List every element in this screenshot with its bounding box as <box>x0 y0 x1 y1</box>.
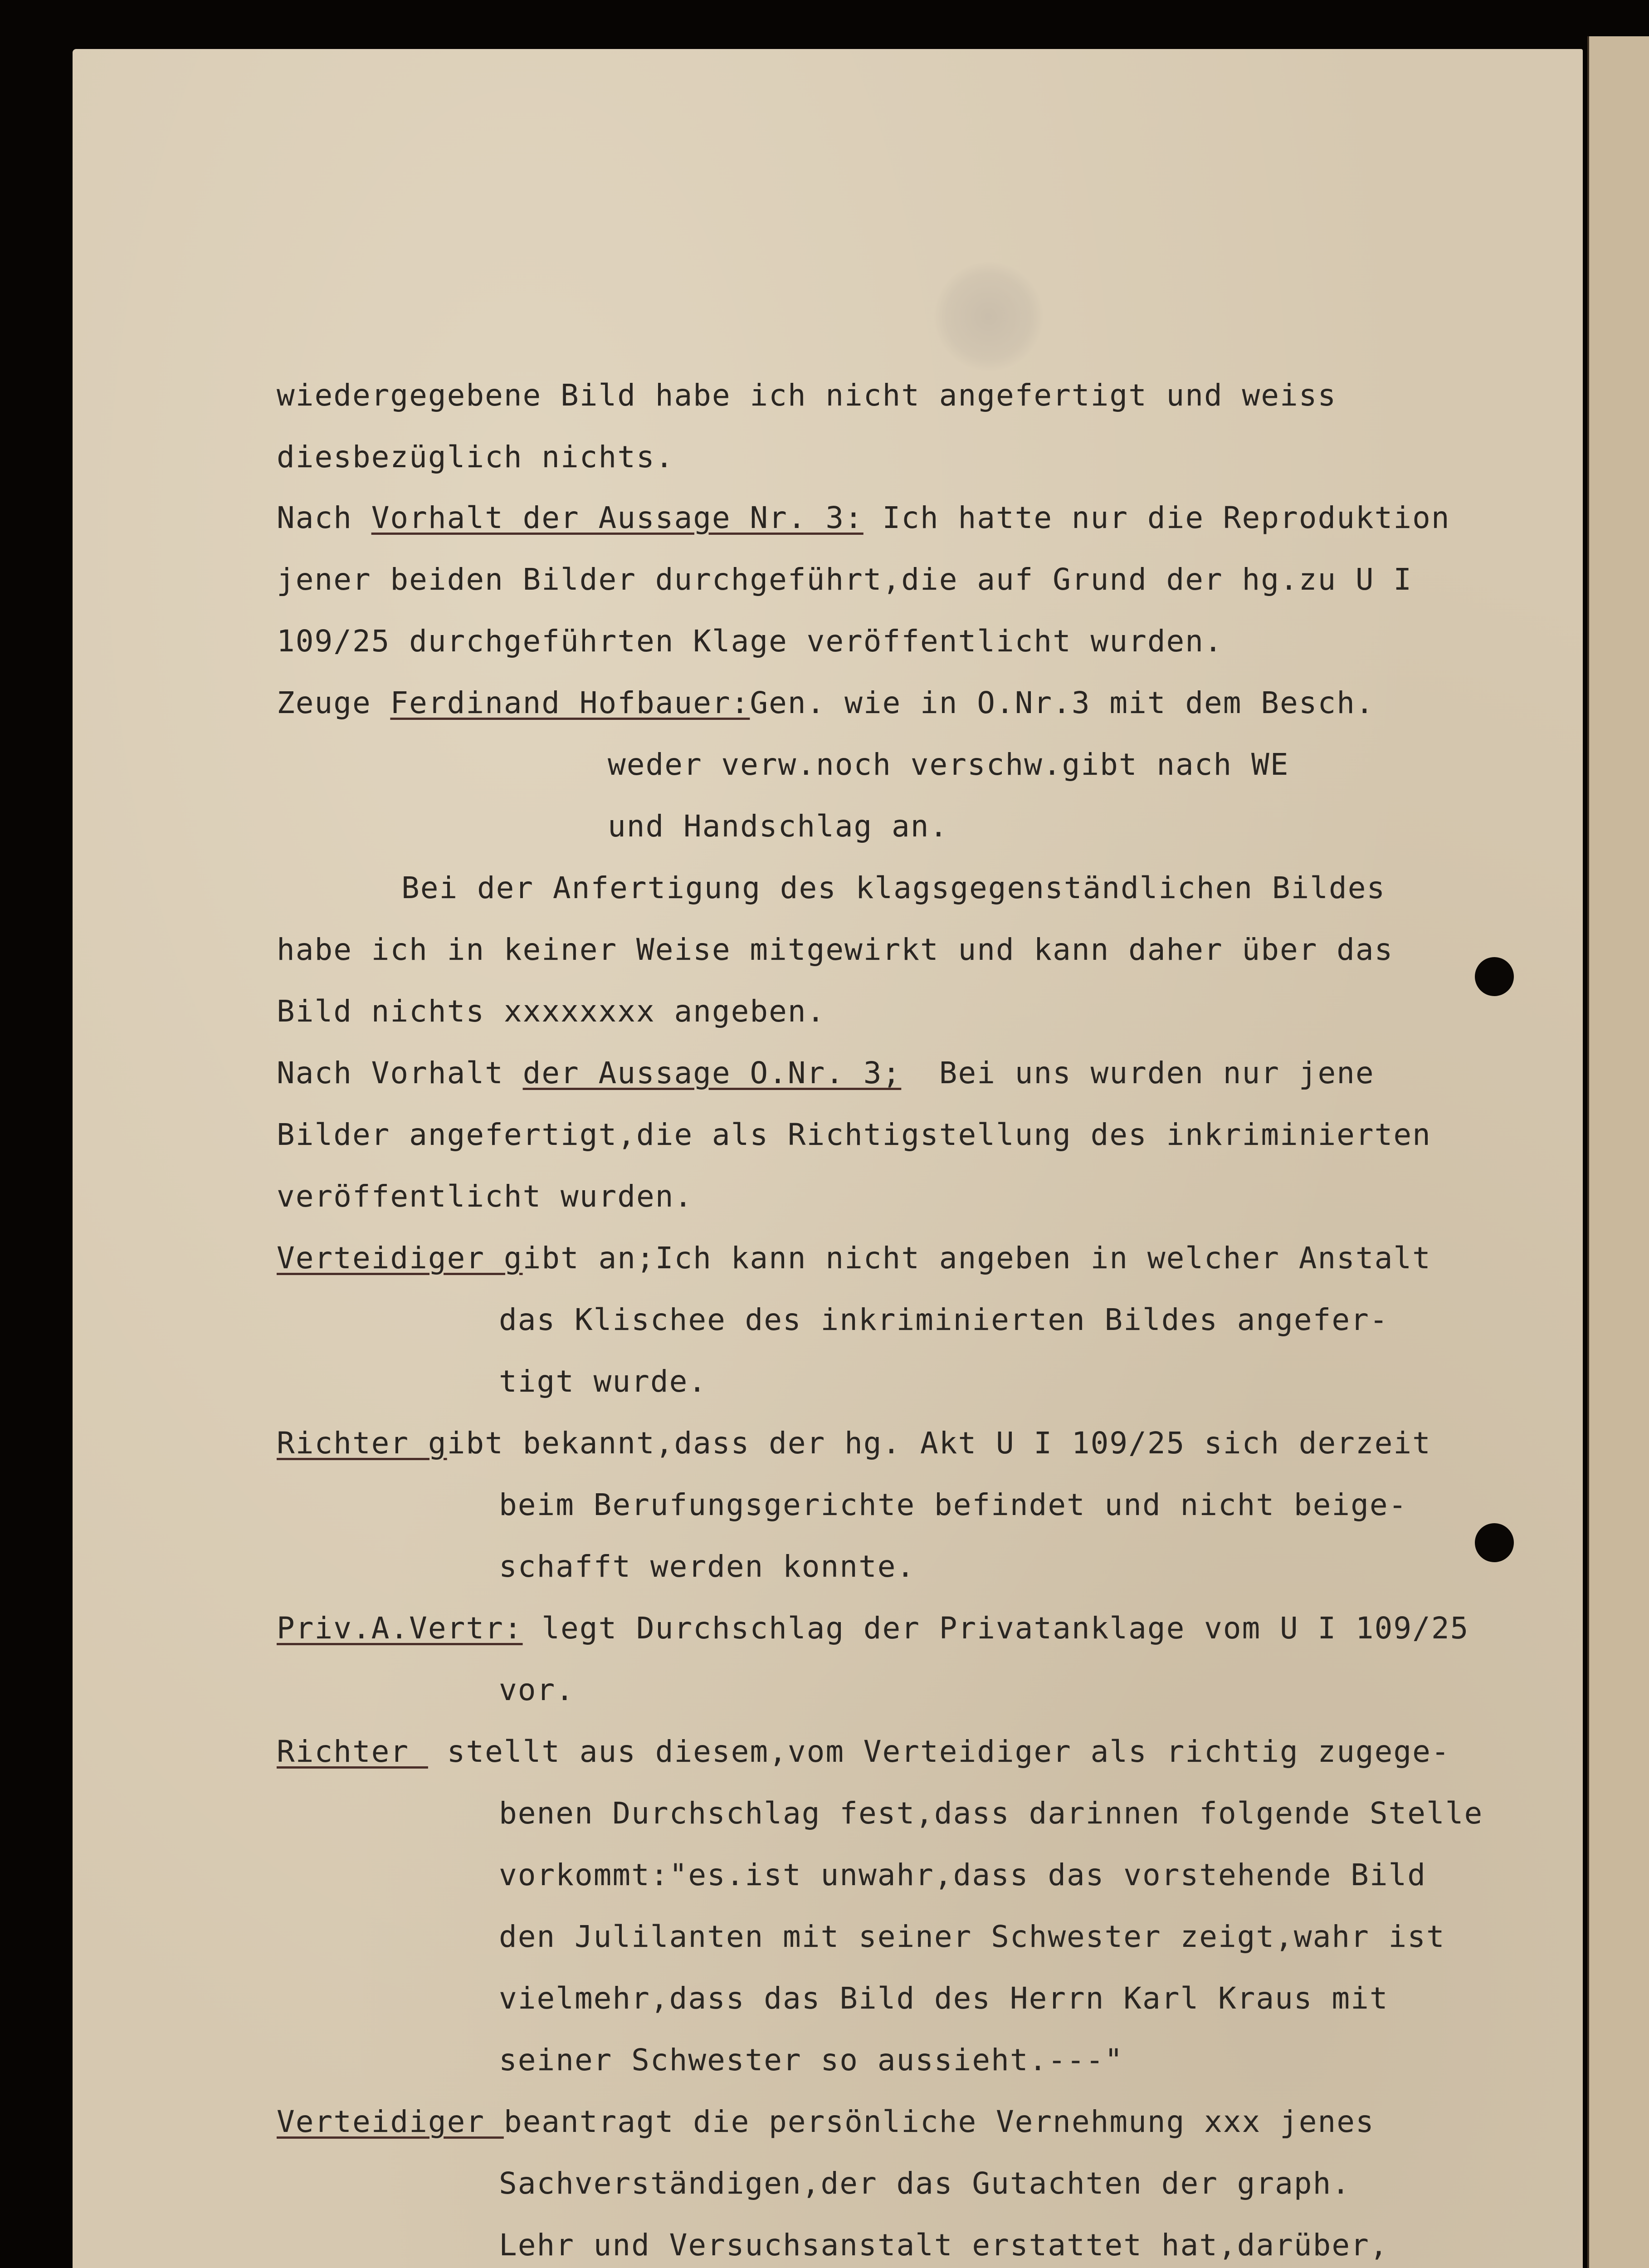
underlined-text: Vorhalt der Aussage Nr. 3: <box>371 500 864 535</box>
text-run: Lehr und Versuchsanstalt erstattet hat,darüber, <box>499 2228 1389 2263</box>
text-run: Ich hatte nur die Reproduktion <box>863 500 1450 535</box>
text-line <box>277 685 1375 721</box>
text-line <box>499 1919 1445 1955</box>
text-line <box>499 1549 915 1585</box>
underlined-text: Richter <box>277 1734 428 1769</box>
underlined-text: Verteidiger <box>277 2104 504 2139</box>
text-line <box>499 1857 1426 1893</box>
text-line <box>499 1302 1389 1338</box>
struck-out-text: xxxxxxxx <box>503 994 655 1029</box>
text-run: Gen. wie in O.Nr.3 mit dem Besch. <box>750 685 1375 720</box>
document-page <box>73 49 1583 2268</box>
text-line <box>277 1178 693 1215</box>
text-line <box>277 1610 1469 1647</box>
text-line <box>277 377 1337 414</box>
text-line <box>608 808 948 845</box>
text-run: diesbezüglich nichts. <box>277 440 674 474</box>
text-run: seiner Schwester so aussieht.---" <box>499 2043 1124 2077</box>
text-run: den Julilanten mit seiner Schwester zeigt,wahr ist <box>499 1919 1445 1954</box>
text-line <box>277 1055 1375 1091</box>
text-run: vorkommt:"es.ist unwahr,dass das vorstehende Bild <box>499 1857 1427 1892</box>
text-run: Nach <box>277 500 371 535</box>
text-run: benen Durchschlag fest,dass darinnen folgende Stelle <box>499 1796 1483 1831</box>
text-line <box>277 562 1412 598</box>
next-page-edge <box>1587 36 1649 2268</box>
text-run: vor. <box>499 1672 575 1707</box>
text-run: Bilder angefertigt,die als Richtigstellung des inkriminierten <box>277 1117 1431 1152</box>
text-run: veröffentlicht wurden. <box>277 1179 693 1214</box>
text-run: Nach Vorhalt <box>277 1056 523 1090</box>
text-line <box>277 439 674 475</box>
text-line <box>277 1734 1450 1770</box>
text-line <box>499 2165 1351 2202</box>
text-run: tigt wurde. <box>499 1364 707 1399</box>
text-line <box>277 2104 1375 2140</box>
text-run: Bei der Anfertigung des klagsgegenständlichen Bildes <box>401 870 1386 905</box>
text-run: weder verw.noch verschw.gibt nach WE <box>608 747 1289 782</box>
text-line <box>499 1487 1407 1523</box>
text-run: ibt bekannt,dass der hg. Akt U I 109/25 sich derzeit <box>447 1426 1431 1461</box>
underlined-text: Priv.A.Vertr: <box>277 1611 523 1646</box>
text-line <box>277 500 1450 536</box>
text-line <box>499 2042 1123 2078</box>
text-run: ibt an;Ich kann nicht angeben in welcher Anstalt <box>522 1241 1431 1276</box>
text-run: habe ich in keiner Weise mitgewirkt und kann daher über das <box>277 932 1394 967</box>
text-line <box>277 1425 1431 1461</box>
text-run: Bild nichts <box>277 994 504 1029</box>
text-run: angeben. <box>655 994 826 1029</box>
text-line <box>499 1364 707 1400</box>
text-run: stellt aus diesem,vom Verteidiger als richtig zugege- <box>428 1734 1450 1769</box>
text-line <box>608 747 1289 783</box>
text-line <box>277 1240 1431 1276</box>
text-run: das Klischee des inkriminierten Bildes angefer- <box>499 1302 1389 1337</box>
text-run: beantragt die persönliche Vernehmung <box>503 2104 1205 2139</box>
text-run: wiedergegebene Bild habe ich nicht angefertigt und weiss <box>277 378 1337 413</box>
text-run: schafft werden konnte. <box>499 1549 916 1584</box>
text-line <box>401 870 1386 906</box>
text-line <box>499 1795 1483 1832</box>
text-run: Zeuge <box>277 685 390 720</box>
text-line <box>277 623 1223 660</box>
text-run: vielmehr,dass das Bild des Herrn Karl Kraus mit <box>499 1981 1389 2016</box>
text-line <box>499 1672 575 1708</box>
text-run: legt Durchschlag der Privatanklage vom U I 109/25 <box>522 1611 1469 1646</box>
punch-hole-top <box>1475 957 1514 996</box>
text-line <box>499 2227 1389 2263</box>
punch-hole-bottom <box>1475 1523 1514 1562</box>
text-run: jenes <box>1261 2104 1375 2139</box>
faded-stamp <box>934 262 1043 371</box>
underlined-text: Richter g <box>277 1426 447 1461</box>
text-line <box>277 993 825 1030</box>
text-run: Bei uns wurden nur jene <box>901 1056 1375 1090</box>
text-run: 109/25 durchgeführten Klage veröffentlicht wurden. <box>277 624 1223 659</box>
struck-out-text: xxx <box>1204 2104 1261 2139</box>
text-run: und Handschlag an. <box>608 809 949 844</box>
underlined-text: Ferdinand Hofbauer: <box>390 685 750 720</box>
underlined-text: der Aussage O.Nr. 3; <box>522 1056 902 1090</box>
text-line <box>277 932 1393 968</box>
text-line <box>499 1980 1389 2017</box>
text-line <box>277 1117 1431 1153</box>
underlined-text: Verteidiger g <box>277 1241 523 1276</box>
text-run: jener beiden Bilder durchgeführt,die auf Grund der hg.zu U I <box>277 562 1413 597</box>
text-run: Sachverständigen,der das Gutachten der graph. <box>499 2166 1351 2201</box>
text-run: beim Berufungsgerichte befindet und nicht beige- <box>499 1487 1408 1522</box>
